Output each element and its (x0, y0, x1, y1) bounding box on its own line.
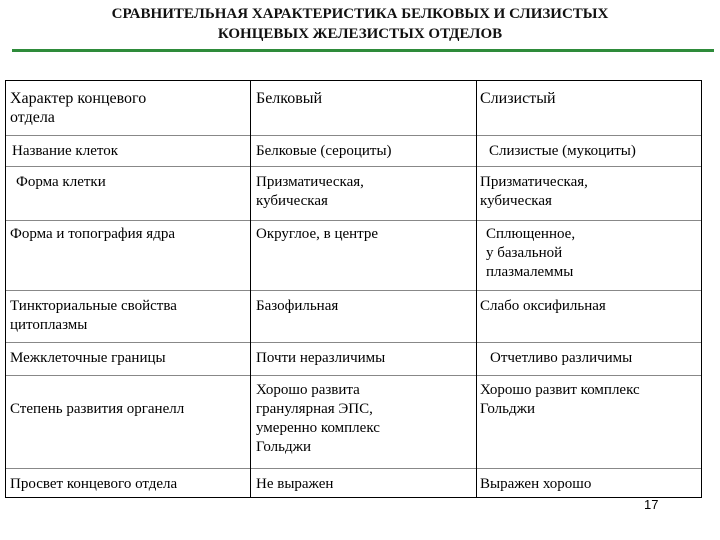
table-row (6, 166, 701, 221)
header-cell-serous: Белковый (256, 90, 323, 107)
title-underline (12, 49, 714, 52)
mucous-cell: Хорошо развит комплекс Гольджи (480, 382, 640, 417)
column-divider (476, 81, 477, 497)
page-title: СРАВНИТЕЛЬНАЯ ХАРАКТЕРИСТИКА БЕЛКОВЫХ И СЛИЗИСТЫХ КОНЦЕВЫХ ЖЕЛЕЗИСТЫХ ОТДЕЛОВ (111, 6, 609, 42)
table-header-row (6, 81, 701, 136)
row-label: Название клеток (12, 143, 118, 159)
row-label: Степень развития органелл (10, 401, 185, 417)
row-label: Просвет концевого отдела (10, 476, 178, 492)
row-label: Форма и топография ядра (10, 226, 175, 242)
serous-cell: Почти неразличимы (256, 350, 386, 366)
header-cell-mucous: Слизистый (480, 90, 556, 107)
page-number: 17 (644, 497, 659, 512)
row-label: Тинкториальные свойства цитоплазмы (10, 298, 177, 333)
serous-cell: Округлое, в центре (256, 226, 379, 242)
table-row (6, 468, 701, 498)
mucous-cell: Сплющенное, у базальной плазмалеммы (486, 226, 576, 280)
table-row (6, 220, 701, 291)
row-label: Форма клетки (16, 174, 106, 190)
comparison-table (5, 80, 702, 498)
mucous-cell: Слабо оксифильная (480, 298, 606, 314)
serous-cell: Хорошо развита гранулярная ЭПС, умеренно комплекс Гольджи (256, 382, 380, 455)
mucous-cell: Отчетливо различимы (490, 350, 633, 366)
serous-cell: Призматическая, кубическая (256, 174, 364, 209)
table-row (6, 375, 701, 469)
serous-cell: Базофильная (256, 298, 339, 314)
table-row (6, 135, 701, 167)
table-row (6, 342, 701, 376)
header-cell-characteristic: Характер концевого отдела (10, 90, 147, 126)
column-divider (250, 81, 251, 497)
mucous-cell: Выражен хорошо (480, 476, 592, 492)
mucous-cell: Призматическая, кубическая (480, 174, 588, 209)
serous-cell: Белковые (сероциты) (256, 143, 392, 159)
mucous-cell: Слизистые (мукоциты) (489, 143, 636, 159)
serous-cell: Не выражен (256, 476, 334, 492)
table-row (6, 290, 701, 343)
row-label: Межклеточные границы (10, 350, 166, 366)
